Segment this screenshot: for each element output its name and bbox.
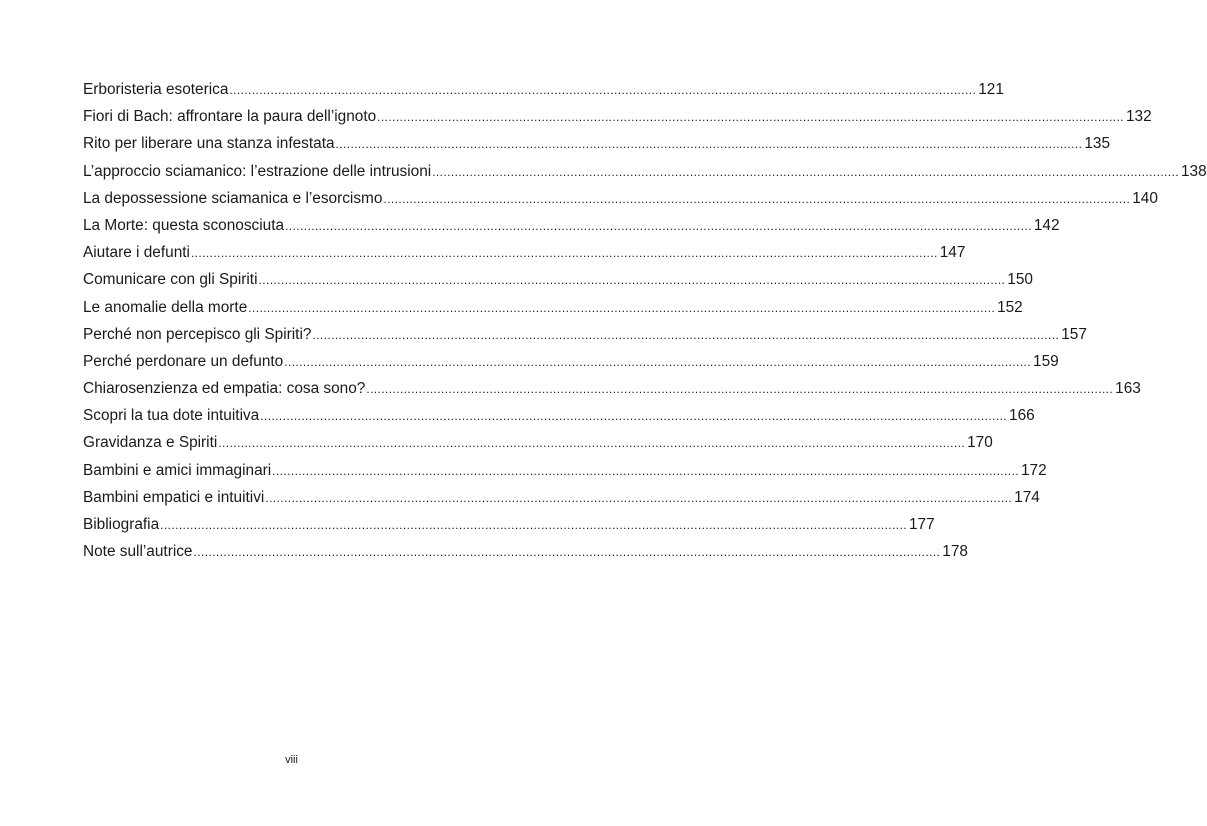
- toc-entry: [83, 538, 968, 565]
- toc-entry: [83, 484, 1040, 511]
- toc-entry-title: La depossessione sciamanica e l’esorcismo: [83, 189, 383, 207]
- toc-entry-page: 138: [1180, 162, 1207, 180]
- toc-entry-title: Scopri la tua dote intuitiva: [83, 407, 260, 425]
- toc-dot-leader: ........................................................................................................................................................................................................: [160, 518, 907, 532]
- toc-entry-page: 174: [1014, 488, 1040, 506]
- toc-entry: [83, 457, 1047, 484]
- toc-dot-leader: ........................................................................................................................................................................................................: [377, 110, 1124, 125]
- toc-entry-title: Gravidanza e Spiriti: [83, 434, 218, 452]
- toc-entry: [83, 212, 1060, 239]
- toc-entry: [83, 130, 1111, 157]
- toc-dot-leader: ........................................................................................................................................................................................................: [284, 354, 1032, 369]
- toc-entry-title: Note sull’autrice: [83, 543, 193, 561]
- toc-entry-title: Erboristeria esoterica: [83, 81, 229, 98]
- toc-dot-leader: ........................................................................................................................................................................................................: [272, 463, 1019, 478]
- toc-entry: [83, 294, 1023, 321]
- toc-entry-page: 157: [1061, 325, 1087, 343]
- toc-entry: [83, 103, 1152, 130]
- toc-entry: [83, 348, 1059, 375]
- toc-entry: [83, 239, 966, 266]
- toc-entry-page: 132: [1125, 108, 1152, 126]
- toc-entry-page: 172: [1020, 461, 1047, 479]
- toc-entry-page: 147: [939, 244, 966, 262]
- toc-entry-page: 170: [967, 434, 993, 452]
- toc-dot-leader: ........................................................................................................................................................................................................: [366, 382, 1114, 397]
- toc-entry-title: Comunicare con gli Spiriti: [83, 271, 258, 289]
- toc-entry-page: 135: [1084, 135, 1111, 153]
- toc-entry: [83, 511, 935, 538]
- toc-entry: [83, 375, 1141, 402]
- toc-entry-title: Bibliografia: [83, 516, 160, 533]
- toc-entry-title: Fiori di Bach: affrontare la paura dell’ignoto: [83, 108, 377, 126]
- toc-entry-title: La Morte: questa sconosciuta: [83, 216, 285, 234]
- toc-entry-title: Le anomalie della morte: [83, 298, 248, 316]
- toc-entry: [83, 76, 1004, 103]
- toc-entry-title: Perché perdonare un defunto: [83, 352, 284, 370]
- page-number: viii: [285, 754, 298, 766]
- toc-entry-title: Rito per liberare una stanza infestata: [83, 135, 335, 153]
- toc-entry-page: 121: [978, 81, 1004, 98]
- toc-dot-leader: ........................................................................................................................................................................................................: [193, 545, 941, 560]
- toc-entry: [83, 321, 1087, 348]
- toc-entry-page: 163: [1115, 380, 1141, 398]
- toc-entry-page: 177: [908, 516, 935, 533]
- toc-entry-page: 159: [1033, 352, 1059, 370]
- toc-dot-leader: ........................................................................................................................................................................................................: [265, 490, 1013, 505]
- toc-entry-page: 178: [942, 543, 968, 561]
- toc-entry: [83, 402, 1035, 429]
- toc-dot-leader: ........................................................................................................................................................................................................: [432, 164, 1179, 179]
- toc-entry-title: Bambini e amici immaginari: [83, 461, 272, 479]
- toc-entry-page: 142: [1033, 216, 1060, 234]
- toc-dot-leader: ........................................................................................................................................................................................................: [218, 436, 966, 451]
- toc-entry-page: 140: [1132, 189, 1158, 207]
- toc-entry-title: Chiarosenzienza ed empatia: cosa sono?: [83, 380, 366, 398]
- toc-dot-leader: ........................................................................................................................................................................................................: [260, 409, 1008, 424]
- toc-entry: [83, 429, 993, 456]
- toc-entry-title: Perché non percepisco gli Spiriti?: [83, 325, 312, 343]
- toc-dot-leader: ........................................................................................................................................................................................................: [335, 137, 1083, 152]
- toc-entry-title: Bambini empatici e intuitivi: [83, 488, 265, 506]
- toc-entry-title: L’approccio sciamanico: l’estrazione delle intrusioni: [83, 162, 432, 180]
- toc-entry-page: 166: [1009, 407, 1035, 425]
- toc-entry-page: 152: [997, 298, 1023, 316]
- toc-entry: [83, 266, 1033, 293]
- toc-dot-leader: ........................................................................................................................................................................................................: [383, 191, 1131, 206]
- toc-dot-leader: ........................................................................................................................................................................................................: [312, 327, 1060, 342]
- toc-entry-title: Aiutare i defunti: [83, 244, 190, 262]
- toc-dot-leader: ........................................................................................................................................................................................................: [285, 218, 1032, 233]
- toc-dot-leader: ........................................................................................................................................................................................................: [190, 246, 938, 261]
- toc-entry: [83, 158, 1207, 185]
- toc-entry: [83, 185, 1158, 212]
- toc-dot-leader: ........................................................................................................................................................................................................: [248, 300, 996, 315]
- toc-dot-leader: ........................................................................................................................................................................................................: [258, 273, 1006, 288]
- toc-dot-leader: ........................................................................................................................................................................................................: [229, 83, 977, 97]
- table-of-contents: [83, 76, 1207, 565]
- toc-entry-page: 150: [1007, 271, 1033, 289]
